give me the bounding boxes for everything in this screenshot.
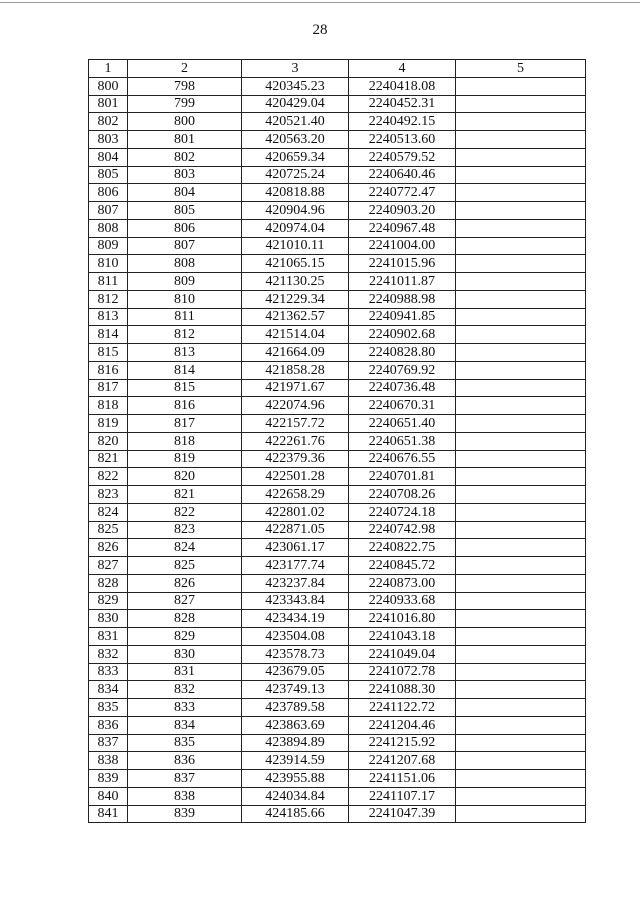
top-rule bbox=[0, 2, 640, 3]
table-cell: 423061.17 bbox=[242, 539, 349, 557]
table-cell: 421229.34 bbox=[242, 290, 349, 308]
table-cell: 2240579.52 bbox=[349, 148, 456, 166]
table-cell: 815 bbox=[128, 379, 242, 397]
table-cell: 423343.84 bbox=[242, 592, 349, 610]
table-cell: 424185.66 bbox=[242, 805, 349, 823]
table-cell: 422074.96 bbox=[242, 397, 349, 415]
table-cell: 838 bbox=[128, 787, 242, 805]
table-row bbox=[89, 557, 586, 575]
table-cell: 422379.36 bbox=[242, 450, 349, 468]
table-cell: 421010.11 bbox=[242, 237, 349, 255]
table-cell: 421514.04 bbox=[242, 326, 349, 344]
table-cell: 836 bbox=[128, 752, 242, 770]
table-cell: 800 bbox=[128, 113, 242, 131]
table-cell: 423434.19 bbox=[242, 610, 349, 628]
table-cell: 812 bbox=[128, 326, 242, 344]
table-cell: 828 bbox=[128, 610, 242, 628]
table-row bbox=[89, 113, 586, 131]
table-cell: 422157.72 bbox=[242, 415, 349, 433]
table-cell: 2240828.80 bbox=[349, 344, 456, 362]
table-row bbox=[89, 681, 586, 699]
table-cell: 826 bbox=[128, 574, 242, 592]
table-cell: 838 bbox=[89, 752, 128, 770]
table-cell: 834 bbox=[89, 681, 128, 699]
table-cell: 2240967.48 bbox=[349, 219, 456, 237]
table-cell: 2240772.47 bbox=[349, 184, 456, 202]
table-cell: 821 bbox=[128, 486, 242, 504]
table-cell: 2241072.78 bbox=[349, 663, 456, 681]
table-cell: 836 bbox=[89, 716, 128, 734]
table-row bbox=[89, 539, 586, 557]
table-row bbox=[89, 397, 586, 415]
table-cell: 2240724.18 bbox=[349, 503, 456, 521]
table-row bbox=[89, 734, 586, 752]
table-cell: 2241043.18 bbox=[349, 628, 456, 646]
table-cell: 800 bbox=[89, 77, 128, 95]
table-row bbox=[89, 379, 586, 397]
column-header: 1 bbox=[89, 60, 128, 78]
table-cell: 837 bbox=[128, 770, 242, 788]
table-cell bbox=[456, 574, 586, 592]
table-cell: 420521.40 bbox=[242, 113, 349, 131]
table-cell: 809 bbox=[89, 237, 128, 255]
table-cell: 2240651.40 bbox=[349, 415, 456, 433]
table-cell bbox=[456, 113, 586, 131]
table-cell: 804 bbox=[89, 148, 128, 166]
table-cell: 801 bbox=[89, 95, 128, 113]
table-cell bbox=[456, 397, 586, 415]
table-cell: 2240988.98 bbox=[349, 290, 456, 308]
table-row bbox=[89, 255, 586, 273]
table-cell: 817 bbox=[89, 379, 128, 397]
table-cell: 841 bbox=[89, 805, 128, 823]
table-cell: 813 bbox=[128, 344, 242, 362]
table-cell: 420818.88 bbox=[242, 184, 349, 202]
table-cell: 2241204.46 bbox=[349, 716, 456, 734]
table-row bbox=[89, 131, 586, 149]
table-cell: 812 bbox=[89, 290, 128, 308]
column-header: 5 bbox=[456, 60, 586, 78]
table-cell bbox=[456, 77, 586, 95]
table-cell bbox=[456, 344, 586, 362]
table-cell: 826 bbox=[89, 539, 128, 557]
table-cell bbox=[456, 237, 586, 255]
table-row bbox=[89, 361, 586, 379]
table-row bbox=[89, 486, 586, 504]
table-cell bbox=[456, 681, 586, 699]
table-cell: 2240452.31 bbox=[349, 95, 456, 113]
table-cell: 815 bbox=[89, 344, 128, 362]
table-cell: 807 bbox=[89, 202, 128, 220]
table-cell: 420345.23 bbox=[242, 77, 349, 95]
table-cell: 839 bbox=[89, 770, 128, 788]
table-cell: 2241015.96 bbox=[349, 255, 456, 273]
table-cell: 420904.96 bbox=[242, 202, 349, 220]
table-cell: 835 bbox=[89, 699, 128, 717]
table-cell: 806 bbox=[128, 219, 242, 237]
table-cell: 798 bbox=[128, 77, 242, 95]
table-row bbox=[89, 344, 586, 362]
table-cell: 2240933.68 bbox=[349, 592, 456, 610]
table-cell bbox=[456, 379, 586, 397]
table-cell bbox=[456, 468, 586, 486]
table-cell bbox=[456, 734, 586, 752]
table-cell: 814 bbox=[128, 361, 242, 379]
table-cell: 420429.04 bbox=[242, 95, 349, 113]
table-cell: 803 bbox=[128, 166, 242, 184]
table-cell: 2241011.87 bbox=[349, 273, 456, 291]
table-cell: 808 bbox=[89, 219, 128, 237]
table-cell: 818 bbox=[89, 397, 128, 415]
table-cell: 423578.73 bbox=[242, 645, 349, 663]
table-row bbox=[89, 628, 586, 646]
table-cell: 837 bbox=[89, 734, 128, 752]
table-cell bbox=[456, 255, 586, 273]
table-cell: 825 bbox=[89, 521, 128, 539]
table-cell: 2240822.75 bbox=[349, 539, 456, 557]
table-cell: 2240941.85 bbox=[349, 308, 456, 326]
column-header: 2 bbox=[128, 60, 242, 78]
table-cell bbox=[456, 95, 586, 113]
table-cell: 833 bbox=[89, 663, 128, 681]
table-cell: 824 bbox=[128, 539, 242, 557]
table-cell: 830 bbox=[89, 610, 128, 628]
table-cell: 2241004.00 bbox=[349, 237, 456, 255]
table-cell: 2240902.68 bbox=[349, 326, 456, 344]
table-cell: 816 bbox=[89, 361, 128, 379]
table-row bbox=[89, 787, 586, 805]
table-cell: 804 bbox=[128, 184, 242, 202]
table-row bbox=[89, 432, 586, 450]
table-cell bbox=[456, 805, 586, 823]
table-header-row bbox=[89, 60, 586, 78]
column-header: 4 bbox=[349, 60, 456, 78]
table-cell: 2240651.38 bbox=[349, 432, 456, 450]
table-cell: 424034.84 bbox=[242, 787, 349, 805]
table-cell: 2240640.46 bbox=[349, 166, 456, 184]
table-cell: 420725.24 bbox=[242, 166, 349, 184]
table-row bbox=[89, 663, 586, 681]
table-cell: 825 bbox=[128, 557, 242, 575]
table-cell: 423679.05 bbox=[242, 663, 349, 681]
table-cell: 2240742.98 bbox=[349, 521, 456, 539]
table-cell: 2240676.55 bbox=[349, 450, 456, 468]
table-cell bbox=[456, 592, 586, 610]
table-cell: 2241122.72 bbox=[349, 699, 456, 717]
table-cell: 808 bbox=[128, 255, 242, 273]
table-cell bbox=[456, 450, 586, 468]
table-cell: 2240513.60 bbox=[349, 131, 456, 149]
table-cell: 830 bbox=[128, 645, 242, 663]
table-cell: 2241107.17 bbox=[349, 787, 456, 805]
table-row bbox=[89, 273, 586, 291]
table-cell bbox=[456, 184, 586, 202]
table-cell: 832 bbox=[89, 645, 128, 663]
table-cell: 816 bbox=[128, 397, 242, 415]
table-cell bbox=[456, 557, 586, 575]
table-cell bbox=[456, 716, 586, 734]
table-cell: 423237.84 bbox=[242, 574, 349, 592]
table-cell: 805 bbox=[128, 202, 242, 220]
table-cell: 423914.59 bbox=[242, 752, 349, 770]
table-cell bbox=[456, 148, 586, 166]
table-cell bbox=[456, 699, 586, 717]
table-cell bbox=[456, 131, 586, 149]
table-cell bbox=[456, 361, 586, 379]
table-cell: 420659.34 bbox=[242, 148, 349, 166]
table-cell: 828 bbox=[89, 574, 128, 592]
table-cell: 421858.28 bbox=[242, 361, 349, 379]
table-cell: 811 bbox=[128, 308, 242, 326]
table-cell: 839 bbox=[128, 805, 242, 823]
table-cell: 829 bbox=[128, 628, 242, 646]
table-cell: 420974.04 bbox=[242, 219, 349, 237]
table-cell: 2240670.31 bbox=[349, 397, 456, 415]
table-row bbox=[89, 290, 586, 308]
table-row bbox=[89, 95, 586, 113]
table-row bbox=[89, 716, 586, 734]
table-row bbox=[89, 610, 586, 628]
table-cell: 799 bbox=[128, 95, 242, 113]
table-cell: 831 bbox=[128, 663, 242, 681]
table-cell: 2241215.92 bbox=[349, 734, 456, 752]
table-cell bbox=[456, 770, 586, 788]
table-cell: 422871.05 bbox=[242, 521, 349, 539]
table-cell: 810 bbox=[89, 255, 128, 273]
table-row bbox=[89, 592, 586, 610]
table-row bbox=[89, 699, 586, 717]
page-number: 28 bbox=[312, 22, 328, 38]
table-cell: 834 bbox=[128, 716, 242, 734]
table-cell: 423177.74 bbox=[242, 557, 349, 575]
table-cell: 2241049.04 bbox=[349, 645, 456, 663]
table-cell: 2240845.72 bbox=[349, 557, 456, 575]
table-cell: 802 bbox=[128, 148, 242, 166]
table-cell: 835 bbox=[128, 734, 242, 752]
table-cell: 2240903.20 bbox=[349, 202, 456, 220]
table-cell bbox=[456, 752, 586, 770]
table-row bbox=[89, 770, 586, 788]
table-cell bbox=[456, 290, 586, 308]
table-cell bbox=[456, 521, 586, 539]
table-cell: 817 bbox=[128, 415, 242, 433]
table-cell: 423789.58 bbox=[242, 699, 349, 717]
table-cell bbox=[456, 663, 586, 681]
table-cell: 820 bbox=[89, 432, 128, 450]
table-cell: 802 bbox=[89, 113, 128, 131]
table-cell: 827 bbox=[128, 592, 242, 610]
table-cell bbox=[456, 219, 586, 237]
table-cell: 811 bbox=[89, 273, 128, 291]
table-row bbox=[89, 521, 586, 539]
table-cell: 422658.29 bbox=[242, 486, 349, 504]
table-cell bbox=[456, 308, 586, 326]
table-row bbox=[89, 202, 586, 220]
table-cell: 821 bbox=[89, 450, 128, 468]
table-body bbox=[89, 77, 586, 823]
table-cell: 421130.25 bbox=[242, 273, 349, 291]
table-cell: 827 bbox=[89, 557, 128, 575]
table-cell: 818 bbox=[128, 432, 242, 450]
table-cell: 806 bbox=[89, 184, 128, 202]
table-cell: 2241047.39 bbox=[349, 805, 456, 823]
table-cell bbox=[456, 432, 586, 450]
table-cell: 829 bbox=[89, 592, 128, 610]
table-row bbox=[89, 308, 586, 326]
table-cell: 807 bbox=[128, 237, 242, 255]
table-cell: 822 bbox=[89, 468, 128, 486]
table-cell: 819 bbox=[89, 415, 128, 433]
table-cell: 840 bbox=[89, 787, 128, 805]
table-row bbox=[89, 574, 586, 592]
table-cell: 803 bbox=[89, 131, 128, 149]
table-cell: 422501.28 bbox=[242, 468, 349, 486]
table-row bbox=[89, 184, 586, 202]
table-cell: 819 bbox=[128, 450, 242, 468]
table-cell: 823 bbox=[89, 486, 128, 504]
table-cell: 423749.13 bbox=[242, 681, 349, 699]
table-cell: 810 bbox=[128, 290, 242, 308]
table-cell: 422801.02 bbox=[242, 503, 349, 521]
table-row bbox=[89, 450, 586, 468]
table-cell: 2240873.00 bbox=[349, 574, 456, 592]
table-cell: 2240708.26 bbox=[349, 486, 456, 504]
table-cell: 831 bbox=[89, 628, 128, 646]
table-cell: 420563.20 bbox=[242, 131, 349, 149]
table-cell: 832 bbox=[128, 681, 242, 699]
table-cell: 421362.57 bbox=[242, 308, 349, 326]
table-cell: 823 bbox=[128, 521, 242, 539]
table-cell bbox=[456, 202, 586, 220]
table-row bbox=[89, 166, 586, 184]
table-cell: 423894.89 bbox=[242, 734, 349, 752]
table-cell: 824 bbox=[89, 503, 128, 521]
column-header: 3 bbox=[242, 60, 349, 78]
table-cell: 422261.76 bbox=[242, 432, 349, 450]
table-cell: 820 bbox=[128, 468, 242, 486]
table-cell: 805 bbox=[89, 166, 128, 184]
table-cell bbox=[456, 486, 586, 504]
table-row bbox=[89, 148, 586, 166]
table-cell: 2240769.92 bbox=[349, 361, 456, 379]
table-row bbox=[89, 752, 586, 770]
table-cell bbox=[456, 787, 586, 805]
table-cell bbox=[456, 503, 586, 521]
table-cell: 801 bbox=[128, 131, 242, 149]
table-cell: 2240418.08 bbox=[349, 77, 456, 95]
table-row bbox=[89, 237, 586, 255]
table-row bbox=[89, 415, 586, 433]
coordinates-table bbox=[88, 59, 586, 823]
table-cell: 423955.88 bbox=[242, 770, 349, 788]
table-cell bbox=[456, 645, 586, 663]
table-cell: 2241207.68 bbox=[349, 752, 456, 770]
table-cell: 2240736.48 bbox=[349, 379, 456, 397]
table-cell: 421065.15 bbox=[242, 255, 349, 273]
table-cell bbox=[456, 326, 586, 344]
table-cell: 421971.67 bbox=[242, 379, 349, 397]
table-cell: 833 bbox=[128, 699, 242, 717]
table-cell: 423504.08 bbox=[242, 628, 349, 646]
table-cell bbox=[456, 539, 586, 557]
table-cell bbox=[456, 166, 586, 184]
table-cell: 2241088.30 bbox=[349, 681, 456, 699]
table-cell: 2241151.06 bbox=[349, 770, 456, 788]
table-cell: 822 bbox=[128, 503, 242, 521]
table-row bbox=[89, 805, 586, 823]
table-cell: 2240701.81 bbox=[349, 468, 456, 486]
table-cell: 809 bbox=[128, 273, 242, 291]
table-row bbox=[89, 503, 586, 521]
table-cell: 2241016.80 bbox=[349, 610, 456, 628]
table-row bbox=[89, 219, 586, 237]
table-row bbox=[89, 326, 586, 344]
table-cell: 814 bbox=[89, 326, 128, 344]
table-cell: 423863.69 bbox=[242, 716, 349, 734]
table-cell bbox=[456, 273, 586, 291]
table-cell: 421664.09 bbox=[242, 344, 349, 362]
table-cell: 813 bbox=[89, 308, 128, 326]
table-cell bbox=[456, 415, 586, 433]
table-cell bbox=[456, 628, 586, 646]
table-row bbox=[89, 645, 586, 663]
table-cell bbox=[456, 610, 586, 628]
table-cell: 2240492.15 bbox=[349, 113, 456, 131]
table-row bbox=[89, 468, 586, 486]
table-row bbox=[89, 77, 586, 95]
